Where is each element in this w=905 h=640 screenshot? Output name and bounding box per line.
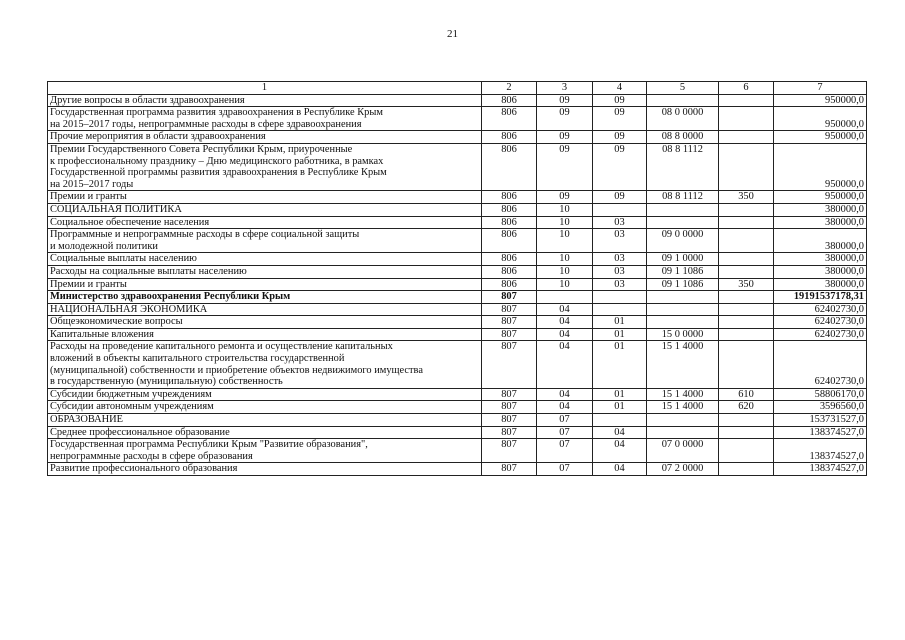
row-name-cell: Государственная программа Республики Крым "Развитие образования", непрограммные расходы в сфере образования	[48, 439, 482, 463]
table-row	[48, 439, 867, 463]
table-row	[48, 341, 867, 388]
subsection-cell: 04	[593, 439, 647, 463]
amount-cell: 380000,0	[774, 278, 867, 291]
amount-cell: 153731527,0	[774, 414, 867, 427]
row-name-cell: Субсидии бюджетным учреждениям	[48, 388, 482, 401]
target-article-cell	[647, 414, 719, 427]
section-cell: 07	[537, 463, 593, 476]
table-row	[48, 388, 867, 401]
budget-table	[47, 81, 867, 476]
code-cell: 807	[482, 426, 537, 439]
section-cell: 04	[537, 401, 593, 414]
subsection-cell	[593, 291, 647, 304]
row-name-cell: СОЦИАЛЬНАЯ ПОЛИТИКА	[48, 203, 482, 216]
target-article-cell: 15 1 4000	[647, 388, 719, 401]
subsection-cell: 04	[593, 463, 647, 476]
subsection-cell: 01	[593, 341, 647, 388]
section-cell: 07	[537, 439, 593, 463]
row-name-cell: Министерство здравоохранения Республики Крым	[48, 291, 482, 304]
row-name-cell: Государственная программа развития здравоохранения в Республике Крым на 2015–2017 годы, непрограммные расходы в сфере здравоохранения	[48, 107, 482, 131]
subsection-cell: 09	[593, 94, 647, 107]
target-article-cell	[647, 303, 719, 316]
code-cell: 806	[482, 131, 537, 144]
column-header: 5	[647, 82, 719, 95]
table-header-row	[48, 82, 867, 95]
expense-type-cell: 610	[719, 388, 774, 401]
subsection-cell: 09	[593, 143, 647, 190]
table-row	[48, 265, 867, 278]
expense-type-cell: 350	[719, 191, 774, 204]
row-name-cell: Премии и гранты	[48, 191, 482, 204]
expense-type-cell	[719, 203, 774, 216]
table-row	[48, 328, 867, 341]
expense-type-cell	[719, 426, 774, 439]
row-name-cell: Развитие профессионального образования	[48, 463, 482, 476]
amount-cell: 950000,0	[774, 131, 867, 144]
code-cell: 806	[482, 216, 537, 229]
code-cell: 807	[482, 341, 537, 388]
table-row	[48, 94, 867, 107]
amount-cell: 62402730,0	[774, 316, 867, 329]
row-name-cell: Социальное обеспечение населения	[48, 216, 482, 229]
subsection-cell	[593, 303, 647, 316]
table-row	[48, 414, 867, 427]
target-article-cell: 15 1 4000	[647, 341, 719, 388]
row-name-cell: Среднее профессиональное образование	[48, 426, 482, 439]
target-article-cell: 07 2 0000	[647, 463, 719, 476]
subsection-cell: 09	[593, 107, 647, 131]
expense-type-cell	[719, 143, 774, 190]
subsection-cell: 01	[593, 401, 647, 414]
section-cell: 04	[537, 316, 593, 329]
amount-cell: 380000,0	[774, 253, 867, 266]
code-cell: 806	[482, 107, 537, 131]
expense-type-cell	[719, 341, 774, 388]
expense-type-cell	[719, 303, 774, 316]
column-header: 7	[774, 82, 867, 95]
amount-cell: 380000,0	[774, 203, 867, 216]
section-cell: 04	[537, 328, 593, 341]
code-cell: 806	[482, 278, 537, 291]
target-article-cell	[647, 426, 719, 439]
row-name-cell: Расходы на проведение капитального ремонта и осуществление капитальных вложений в объекты капитального строительства государственной (муниципальной) собственности и приобретение объектов недвижимого имущества в государственную (муниципальную) собственность	[48, 341, 482, 388]
expense-type-cell	[719, 463, 774, 476]
code-cell: 806	[482, 253, 537, 266]
column-header: 4	[593, 82, 647, 95]
page-number: 21	[447, 28, 458, 40]
table-row	[48, 216, 867, 229]
section-cell: 10	[537, 203, 593, 216]
code-cell: 807	[482, 414, 537, 427]
code-cell: 806	[482, 191, 537, 204]
target-article-cell: 15 1 4000	[647, 401, 719, 414]
column-header: 3	[537, 82, 593, 95]
expense-type-cell	[719, 229, 774, 253]
amount-cell: 950000,0	[774, 107, 867, 131]
section-cell: 04	[537, 341, 593, 388]
subsection-cell: 01	[593, 328, 647, 341]
amount-cell: 62402730,0	[774, 303, 867, 316]
amount-cell: 950000,0	[774, 143, 867, 190]
subsection-cell: 01	[593, 388, 647, 401]
amount-cell: 950000,0	[774, 94, 867, 107]
row-name-cell: ОБРАЗОВАНИЕ	[48, 414, 482, 427]
table-row	[48, 107, 867, 131]
code-cell: 807	[482, 388, 537, 401]
table-row	[48, 463, 867, 476]
table-row	[48, 203, 867, 216]
section-cell: 10	[537, 265, 593, 278]
amount-cell: 62402730,0	[774, 341, 867, 388]
target-article-cell: 09 1 1086	[647, 265, 719, 278]
target-article-cell: 07 0 0000	[647, 439, 719, 463]
amount-cell: 19191537178,31	[774, 291, 867, 304]
subsection-cell: 03	[593, 278, 647, 291]
row-name-cell: Премии Государственного Совета Республики Крым, приуроченные к профессиональному празднику – Дню медицинского работника, в рамках Государственной программы развития здравоохранения в Республике Крым на 2015–2017 годы	[48, 143, 482, 190]
table-row	[48, 291, 867, 304]
target-article-cell	[647, 94, 719, 107]
section-cell: 07	[537, 414, 593, 427]
target-article-cell: 15 0 0000	[647, 328, 719, 341]
amount-cell: 138374527,0	[774, 439, 867, 463]
section-cell: 07	[537, 426, 593, 439]
subsection-cell	[593, 414, 647, 427]
table-row	[48, 426, 867, 439]
row-name-cell: Социальные выплаты населению	[48, 253, 482, 266]
code-cell: 806	[482, 94, 537, 107]
code-cell: 807	[482, 291, 537, 304]
amount-cell: 58806170,0	[774, 388, 867, 401]
table-row	[48, 253, 867, 266]
code-cell: 806	[482, 265, 537, 278]
target-article-cell: 08 8 0000	[647, 131, 719, 144]
table-row	[48, 303, 867, 316]
target-article-cell	[647, 291, 719, 304]
section-cell: 09	[537, 191, 593, 204]
section-cell: 04	[537, 303, 593, 316]
target-article-cell	[647, 216, 719, 229]
expense-type-cell	[719, 107, 774, 131]
table-row	[48, 143, 867, 190]
table-row	[48, 278, 867, 291]
target-article-cell	[647, 203, 719, 216]
expense-type-cell	[719, 265, 774, 278]
expense-type-cell	[719, 216, 774, 229]
table-row	[48, 401, 867, 414]
row-name-cell: Субсидии автономным учреждениям	[48, 401, 482, 414]
column-header: 6	[719, 82, 774, 95]
target-article-cell: 08 8 1112	[647, 143, 719, 190]
expense-type-cell: 620	[719, 401, 774, 414]
column-header: 1	[48, 82, 482, 95]
section-cell: 09	[537, 131, 593, 144]
amount-cell: 380000,0	[774, 216, 867, 229]
row-name-cell: Прочие мероприятия в области здравоохранения	[48, 131, 482, 144]
amount-cell: 380000,0	[774, 229, 867, 253]
target-article-cell: 08 8 1112	[647, 191, 719, 204]
target-article-cell: 09 1 0000	[647, 253, 719, 266]
target-article-cell: 09 1 1086	[647, 278, 719, 291]
row-name-cell: Программные и непрограммные расходы в сфере социальной защиты и молодежной политики	[48, 229, 482, 253]
expense-type-cell	[719, 253, 774, 266]
section-cell: 10	[537, 216, 593, 229]
section-cell	[537, 291, 593, 304]
section-cell: 09	[537, 107, 593, 131]
expense-type-cell	[719, 439, 774, 463]
amount-cell: 950000,0	[774, 191, 867, 204]
code-cell: 807	[482, 303, 537, 316]
subsection-cell	[593, 203, 647, 216]
code-cell: 807	[482, 401, 537, 414]
row-name-cell: Капитальные вложения	[48, 328, 482, 341]
section-cell: 10	[537, 253, 593, 266]
expense-type-cell	[719, 328, 774, 341]
expense-type-cell	[719, 94, 774, 107]
subsection-cell: 03	[593, 253, 647, 266]
subsection-cell: 03	[593, 216, 647, 229]
subsection-cell: 03	[593, 265, 647, 278]
code-cell: 807	[482, 328, 537, 341]
code-cell: 806	[482, 203, 537, 216]
row-name-cell: Расходы на социальные выплаты населению	[48, 265, 482, 278]
subsection-cell: 03	[593, 229, 647, 253]
row-name-cell: Премии и гранты	[48, 278, 482, 291]
section-cell: 10	[537, 229, 593, 253]
section-cell: 09	[537, 94, 593, 107]
expense-type-cell	[719, 291, 774, 304]
expense-type-cell: 350	[719, 278, 774, 291]
code-cell: 807	[482, 463, 537, 476]
code-cell: 806	[482, 143, 537, 190]
row-name-cell: НАЦИОНАЛЬНАЯ ЭКОНОМИКА	[48, 303, 482, 316]
target-article-cell: 08 0 0000	[647, 107, 719, 131]
table-row	[48, 191, 867, 204]
table-row	[48, 131, 867, 144]
section-cell: 10	[537, 278, 593, 291]
row-name-cell: Общеэкономические вопросы	[48, 316, 482, 329]
expense-type-cell	[719, 414, 774, 427]
subsection-cell: 09	[593, 191, 647, 204]
section-cell: 09	[537, 143, 593, 190]
amount-cell: 380000,0	[774, 265, 867, 278]
amount-cell: 3596560,0	[774, 401, 867, 414]
code-cell: 807	[482, 316, 537, 329]
expense-type-cell	[719, 316, 774, 329]
target-article-cell: 09 0 0000	[647, 229, 719, 253]
table-row	[48, 316, 867, 329]
amount-cell: 62402730,0	[774, 328, 867, 341]
subsection-cell: 04	[593, 426, 647, 439]
subsection-cell: 01	[593, 316, 647, 329]
code-cell: 807	[482, 439, 537, 463]
row-name-cell: Другие вопросы в области здравоохранения	[48, 94, 482, 107]
target-article-cell	[647, 316, 719, 329]
code-cell: 806	[482, 229, 537, 253]
table-row	[48, 229, 867, 253]
expense-type-cell	[719, 131, 774, 144]
amount-cell: 138374527,0	[774, 463, 867, 476]
subsection-cell: 09	[593, 131, 647, 144]
amount-cell: 138374527,0	[774, 426, 867, 439]
column-header: 2	[482, 82, 537, 95]
section-cell: 04	[537, 388, 593, 401]
